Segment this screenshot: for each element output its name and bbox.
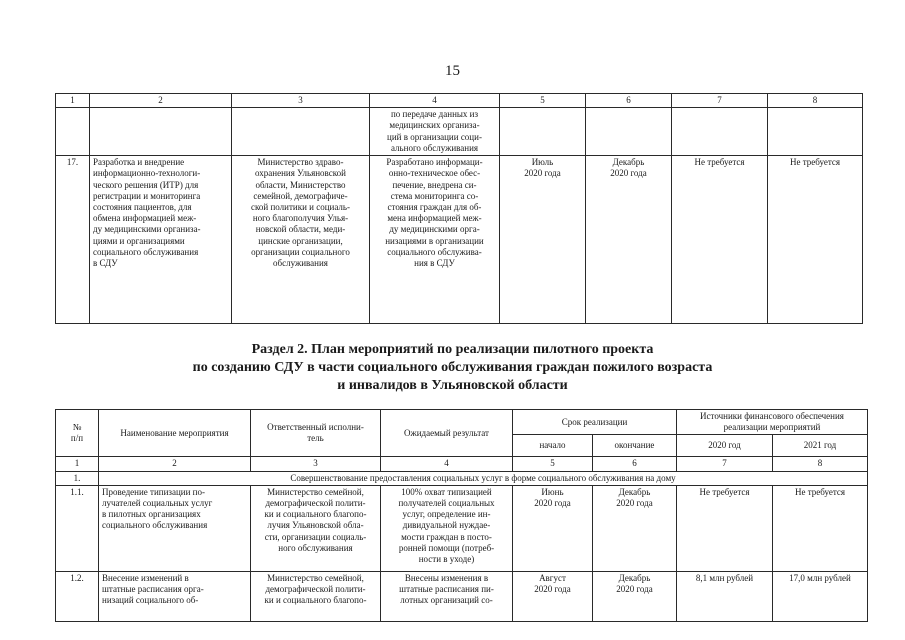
col-num-4: 4 (381, 457, 513, 471)
start-date-cell: Июль 2020 года (500, 156, 586, 324)
header-event-name: Наименование мероприятия (99, 410, 251, 457)
responsible-cell: Министерство здраво- охранения Ульяновской области, Министерство семейной, демографиче- ской политики и социаль- ного благополучия Улья- новской области, меди- цинские организации, организации социального обслуживания (232, 156, 370, 324)
funding-2021-cell: Не требуется (773, 485, 868, 571)
funding-2020-cell: 8,1 млн рублей (677, 571, 773, 621)
col-num-7: 7 (677, 457, 773, 471)
header-year-2020: 2020 год (677, 435, 773, 457)
section-row (56, 471, 868, 485)
page-number: 15 (445, 63, 460, 79)
table-row (56, 108, 863, 156)
row-number: 1.2. (56, 571, 99, 621)
header-start: начало (513, 435, 593, 457)
col-num-4: 4 (370, 94, 500, 108)
section-title-line: Раздел 2. План мероприятий по реализации пилотного проекта (251, 342, 654, 357)
col-num-8: 8 (768, 94, 863, 108)
end-date-cell: Декабрь 2020 года (586, 156, 672, 324)
table-row (56, 156, 863, 324)
col-num-2: 2 (99, 457, 251, 471)
table-row (56, 571, 868, 621)
funding-2021-cell: Не требуется (768, 156, 863, 324)
col-num-1: 1 (56, 457, 99, 471)
section-title-line: по созданию СДУ в части социального обслуживания граждан пожилого возраста (192, 360, 713, 375)
header-expected-result: Ожидаемый результат (381, 410, 513, 457)
col-num-5: 5 (500, 94, 586, 108)
responsible-cell: Министерство семейной, демографической полити- ки и социального благопо- лучия Ульяновской обла- сти, организации социаль- ного обслуживания (251, 485, 381, 571)
col-num-7: 7 (672, 94, 768, 108)
col-num-3: 3 (251, 457, 381, 471)
column-number-row (56, 94, 863, 108)
row-number: 1.1. (56, 485, 99, 571)
start-date-cell: Июнь 2020 года (513, 485, 593, 571)
header-num: № п/п (56, 410, 99, 457)
col-num-5: 5 (513, 457, 593, 471)
header-responsible: Ответственный исполни- тель (251, 410, 381, 457)
responsible-cell: Министерство семейной, демографической полити- ки и социального благопо- (251, 571, 381, 621)
section-title-line: и инвалидов в Ульяновской области (337, 378, 568, 393)
plan-table (55, 409, 868, 622)
end-date-cell: Декабрь 2020 года (593, 485, 677, 571)
row-number: 17. (56, 156, 90, 324)
expected-result-cell: Внесены изменения в штатные расписания пи- лотных организаций со- (381, 571, 513, 621)
col-num-6: 6 (586, 94, 672, 108)
col-num-3: 3 (232, 94, 370, 108)
header-term: Срок реализации (513, 410, 677, 435)
header-year-2021: 2021 год (773, 435, 868, 457)
end-date-cell: Декабрь 2020 года (593, 571, 677, 621)
funding-2020-cell: Не требуется (672, 156, 768, 324)
col-num-6: 6 (593, 457, 677, 471)
section-title (0, 341, 905, 395)
col-num-2: 2 (90, 94, 232, 108)
funding-2021-cell: 17,0 млн рублей (773, 571, 868, 621)
col-num-8: 8 (773, 457, 868, 471)
header-end: окончание (593, 435, 677, 457)
start-date-cell: Август 2020 года (513, 571, 593, 621)
table-row (56, 485, 868, 571)
expected-result-cell: 100% охват типизацией получателей социальных услуг, определение ин- дивидуальной нуждае- мости граждан в посто- ронней помощи (потреб- ности в уходе) (381, 485, 513, 571)
top-table (55, 93, 863, 324)
section-number: 1. (56, 471, 99, 485)
header-funding-sources: Источники финансового обеспечения реализации мероприятий (677, 410, 868, 435)
funding-2020-cell: Не требуется (677, 485, 773, 571)
event-name-cell: Проведение типизации по- лучателей социальных услуг в пилотных организациях социального обслуживания (99, 485, 251, 571)
col-num-1: 1 (56, 94, 90, 108)
header-row (56, 410, 868, 435)
column-number-row (56, 457, 868, 471)
expected-result-cell: Разработано информаци- онно-техническое обес- печение, внедрена си- стема мониторинга со- стояния граждан для об- мена информацией меж- ду медицинскими орга- низациями в организации социального обслужива- ния в СДУ (370, 156, 500, 324)
event-name-cell: Внесение изменений в штатные расписания орга- низаций социального об- (99, 571, 251, 621)
expected-result-cell: по передаче данных из медицинских организа- ций в организации соци- ального обслуживания (370, 108, 500, 156)
event-name-cell: Разработка и внедрение информационно-технологи- ческого решения (ИТР) для регистрации и мониторинга состояния пациентов, для обмена информацией меж- ду медицинскими организа- циями и организациями социального обслуживания в СДУ (90, 156, 232, 324)
section-heading: Совершенствование предоставления социальных услуг в форме социального обслуживания на дому (99, 471, 868, 485)
